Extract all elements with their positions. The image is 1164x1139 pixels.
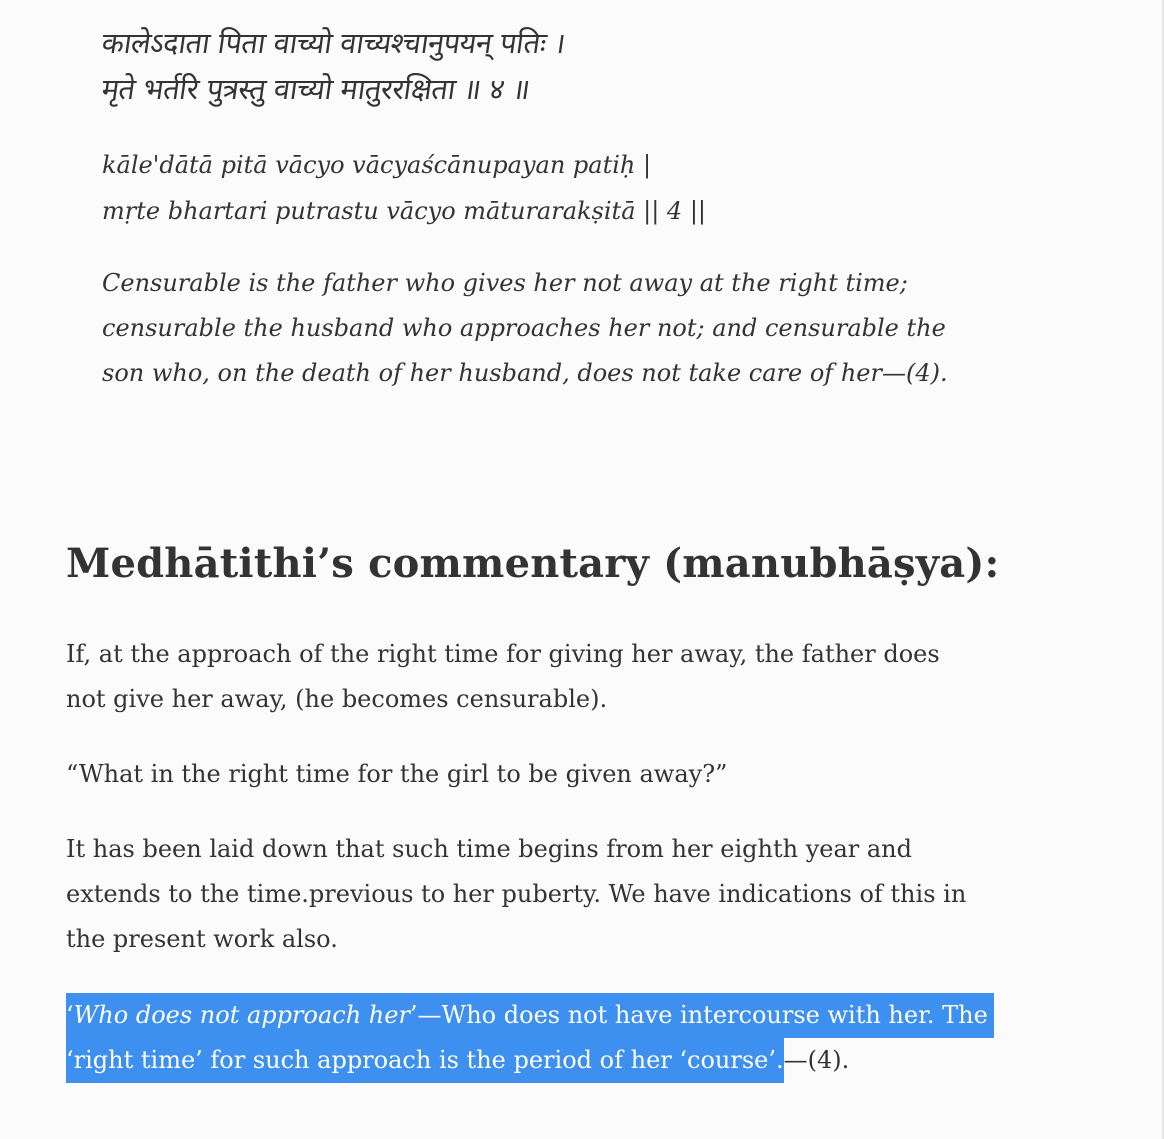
paragraph-4-line-2: [66, 1038, 1066, 1083]
translation-line-2: censurable the husband who approaches her not; and censurable the: [102, 314, 946, 342]
sanskrit-line-1: कालेऽदाता पिता वाच्यो वाच्यश्चानुपयन् पतिः ।: [99, 26, 568, 60]
transliteration-verse: [102, 142, 1002, 234]
text-selection-highlight-line-2[interactable]: ‘right time’ for such approach is the period of her ‘course’.: [66, 1038, 784, 1083]
paragraph-3-line-2: extends to the time.previous to her puberty. We have indications of this in: [66, 880, 967, 908]
commentary-heading: Medhātithi’s commentary (manubhāṣya):: [66, 540, 1000, 587]
paragraph-1-line-2: not give her away, (he becomes censurable).: [66, 685, 608, 713]
transliteration-line-1: kāle'dātā pitā vācyo vācyaścānupayan patiḥ |: [102, 151, 652, 179]
verse-translation: [102, 261, 1002, 396]
paragraph-1-line-1: If, at the approach of the right time for giving her away, the father does: [66, 640, 940, 668]
paragraph-2-text: “What in the right time for the girl to be given away?”: [66, 760, 728, 788]
paragraph-4-line-1: [66, 993, 1066, 1038]
transliteration-line-2: mṛte bhartari putrastu vācyo māturarakṣitā || 4 ||: [102, 197, 706, 225]
translation-line-1: Censurable is the father who gives her not away at the right time;: [102, 269, 908, 297]
paragraph-4-tail: —(4).: [783, 1046, 850, 1074]
translation-line-3: son who, on the death of her husband, does not take care of her—(4).: [102, 359, 948, 387]
paragraph-4-line-1-rest: ’—Who does not have intercourse with her. The: [409, 1001, 988, 1029]
text-selection-highlight-line-1[interactable]: [66, 993, 994, 1038]
commentary-paragraph-3[interactable]: [66, 827, 1066, 962]
commentary-paragraph-4[interactable]: [66, 993, 1066, 1083]
commentary-paragraph-1[interactable]: [66, 632, 1066, 722]
commentary-paragraph-2[interactable]: [66, 752, 1066, 797]
paragraph-3-line-3: the present work also.: [66, 925, 338, 953]
opening-quote: ‘: [66, 1001, 74, 1029]
sanskrit-verse: [99, 20, 1002, 112]
sanskrit-line-2: मृते भर्तरि पुत्रस्तु वाच्यो मातुररक्षिता ॥ ४ ॥: [99, 72, 533, 106]
quoted-phrase: Who does not approach her: [73, 1001, 410, 1029]
paragraph-3-line-1: It has been laid down that such time begins from her eighth year and: [66, 835, 912, 863]
